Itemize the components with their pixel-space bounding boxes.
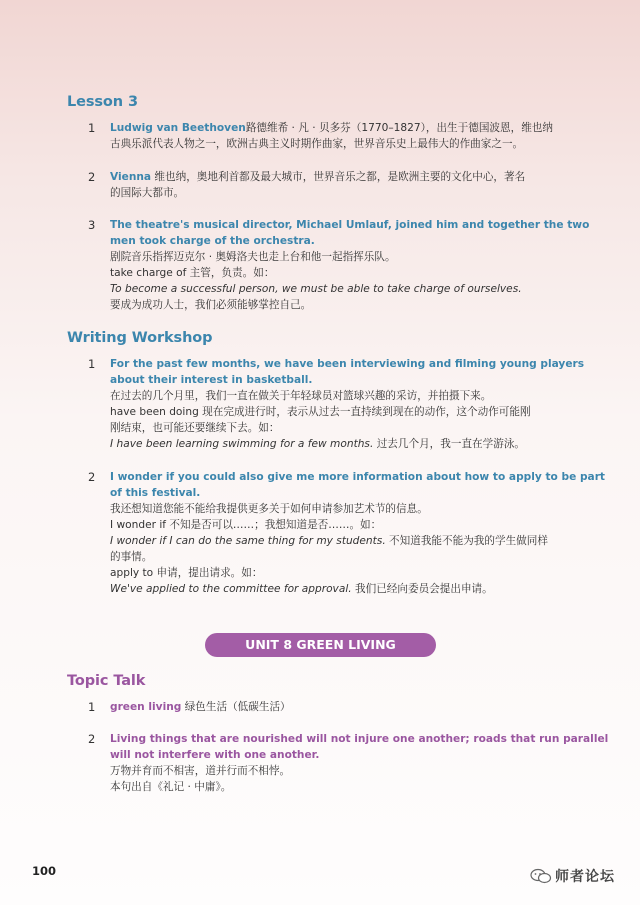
- note-line: [110, 436, 575, 452]
- note-quote: I wonder if you could also give me more information about how to apply to be part: [110, 471, 605, 483]
- note-line: 我还想知道您能不能给我提供更多关于如何申请参加艺术节的信息。: [110, 503, 428, 515]
- note-line: have been doing 现在完成进行时，表示从过去一直持续到现在的动作，这个动作可能刚: [110, 406, 531, 418]
- watermark-text: 师者论坛: [555, 869, 615, 885]
- wechat-icon: [530, 868, 552, 884]
- note-line: 的国际大都市。: [110, 187, 185, 199]
- note-line: 古典乐派代表人物之一，欧洲古典主义时期作曲家，世界音乐史上最伟大的作曲家之一。: [110, 138, 524, 150]
- example-sentence: I have been learning swimming for a few months.: [110, 438, 374, 450]
- term: green living: [110, 701, 182, 713]
- example-sentence: To become a successful person, we must be able to take charge of ourselves.: [110, 283, 522, 295]
- term: Ludwig van Beethoven: [110, 122, 246, 134]
- gloss: 路德维希 · 凡 · 贝多芬（1770–1827），出生于德国波恩，维也纳: [245, 122, 553, 134]
- translation: 过去几个月，我一直在学游泳。: [373, 438, 526, 450]
- translation: 不知道我能不能为我的学生做同样: [385, 535, 548, 547]
- note-number: 2: [88, 170, 96, 184]
- note-number: 1: [88, 357, 96, 371]
- note-number: 1: [88, 700, 96, 714]
- lesson3-heading: Lesson 3: [67, 94, 138, 110]
- note-line: [110, 581, 575, 597]
- translation: 我们已经向委员会提出申请。: [351, 583, 493, 595]
- note-line: 在过去的几个月里，我们一直在做关于年轻球员对篮球兴趣的采访，并拍摄下来。: [110, 390, 492, 402]
- note-line: take charge of 主管，负责。如：: [110, 267, 275, 279]
- page-number: 100: [32, 864, 57, 878]
- note-quote: of this festival.: [110, 487, 201, 499]
- note-quote: The theatre's musical director, Michael Umlauf, joined him and together the two: [110, 219, 590, 231]
- note-quote: For the past few months, we have been interviewing and filming young players: [110, 358, 585, 370]
- unit-title-banner: UNIT 8 GREEN LIVING: [205, 633, 436, 657]
- example-sentence: I wonder if I can do the same thing for my students.: [110, 535, 386, 547]
- note-quote: men took charge of the orchestra.: [110, 235, 315, 247]
- topic-talk-heading: Topic Talk: [67, 673, 146, 689]
- note-line: [110, 533, 575, 549]
- note-number: 2: [88, 470, 96, 484]
- gloss: 维也纳，奥地利首都及最大城市，世界音乐之都，是欧洲主要的文化中心，著名: [151, 171, 526, 183]
- note-quote: will not interfere with one another.: [110, 749, 320, 761]
- note-number: 3: [88, 218, 96, 232]
- note-quote: about their interest in basketball.: [110, 374, 313, 386]
- gloss: 绿色生活（低碳生活）: [181, 701, 291, 713]
- note-line: 万物并育而不相害，道并行而不相悖。: [110, 765, 291, 777]
- note-line: 要成为成功人士，我们必须能够掌控自己。: [110, 299, 312, 311]
- note-line: 剧院音乐指挥迈克尔 · 奥姆洛夫也走上台和他一起指挥乐队。: [110, 251, 396, 263]
- term: Vienna: [110, 171, 152, 183]
- watermark: [530, 866, 630, 888]
- note-line: [110, 169, 575, 185]
- note-line: apply to 申请，提出请求。如：: [110, 567, 263, 579]
- note-line: [110, 699, 575, 715]
- note-line: 本句出自《礼记 · 中庸》。: [110, 781, 232, 793]
- note-number: 2: [88, 732, 96, 746]
- note-line: I wonder if 不知是否可以……；我想知道是否……。如：: [110, 519, 382, 531]
- note-line: [110, 120, 575, 136]
- note-line: 的事情。: [110, 551, 153, 563]
- note-quote: Living things that are nourished will not injure one another; roads that run parallel: [110, 733, 609, 745]
- example-sentence: We've applied to the committee for approval.: [110, 583, 352, 595]
- writing-workshop-heading: Writing Workshop: [67, 330, 213, 346]
- note-number: 1: [88, 121, 96, 135]
- note-line: 刚结束，也可能还要继续下去。如：: [110, 422, 280, 434]
